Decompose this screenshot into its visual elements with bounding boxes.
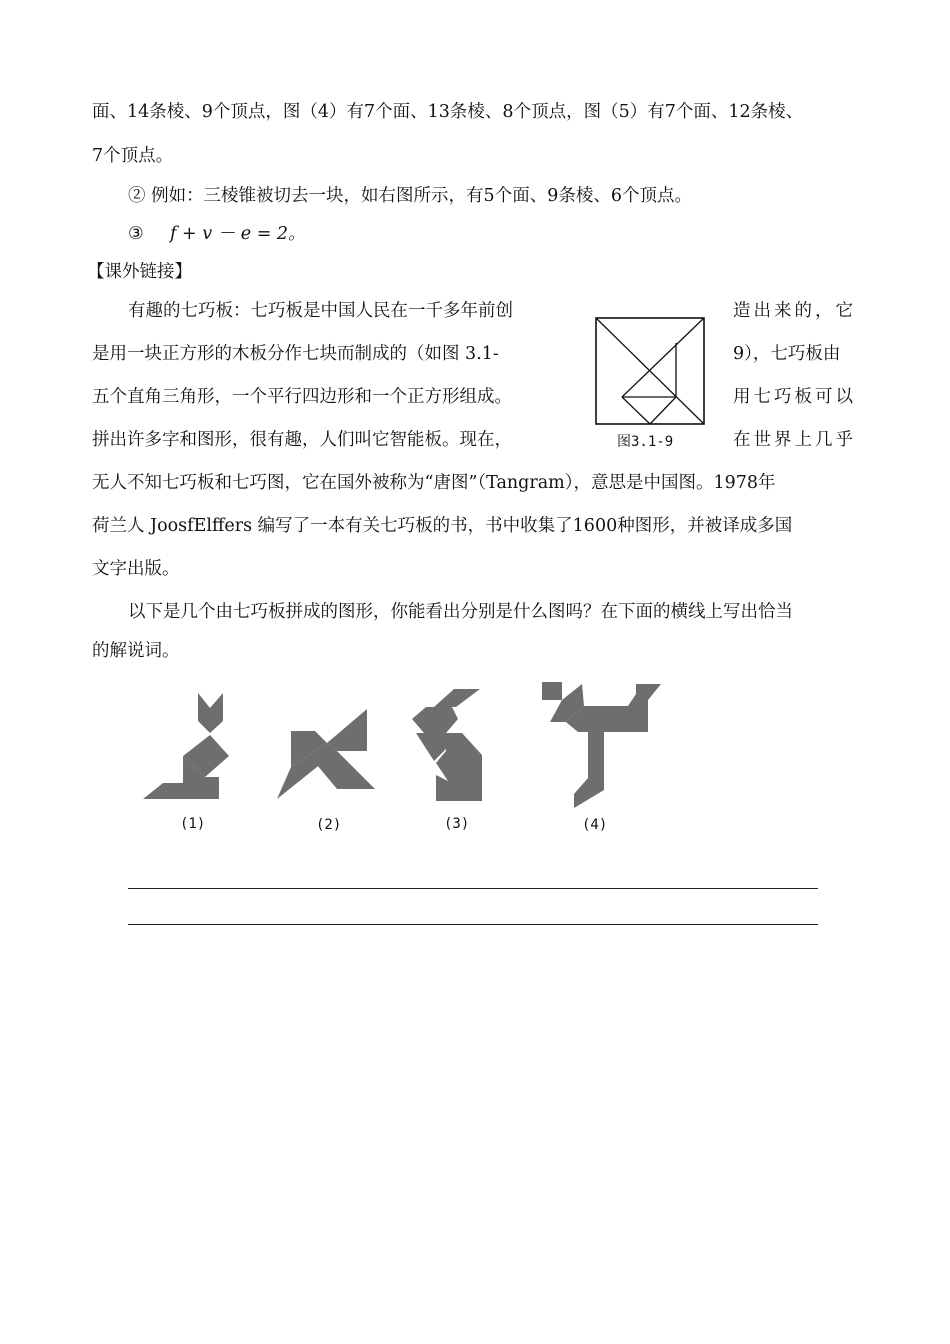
answer-line-2: 7个顶点。 [92,146,174,166]
p1-cont-2: 文字出版。 [92,559,180,579]
p1-right-3: 在世界上几乎 [733,430,856,450]
p2-line-0: 以下是几个由七巧板拼成的图形，你能看出分别是什么图吗？在下面的横线上写出恰当 [128,602,793,622]
shape-label-1: (1) [180,816,206,832]
shape-label-3: (3) [444,816,470,832]
shape-label-2: (2) [316,817,342,833]
p1-cont-0: 无人不知七巧板和七巧图，它在国外被称为“唐图”（Tangram），意思是中国图。1978年 [92,473,776,493]
p1-left-1: 是用一块正方形的木板分作七块而制成的（如图 3.1- [92,344,499,364]
figure-caption: 图3.1-9 [617,434,674,450]
p1-cont-1: 荷兰人 JoosfElffers 编写了一本有关七巧板的书，书中收集了1600种图形，并被译成多国 [92,516,793,536]
p1-right-text-0: 造出来的，它 [733,301,856,321]
tangram-shape-2 [277,707,377,802]
euler-formula: f + v － e = 2。 [170,224,306,244]
p1-right-0 [733,298,859,324]
formula-marker: ③ [128,224,144,244]
p1-left-2: 五个直角三角形，一个平行四边形和一个正方形组成。 [92,387,512,407]
tangram-rabbit-shape [412,689,492,809]
p2-line-1: 的解说词。 [92,641,180,661]
tangram-shape-4 [540,682,665,812]
tangram-cat-shape [143,691,233,801]
answer-line-1: 面、14条棱、9个顶点，图（4）有7个面、13条棱、8个顶点，图（5）有7个面、12条棱、 [92,102,804,122]
answer-line-3: ② 例如：三棱锥被切去一块，如右图所示，有5个面、9条棱、6个顶点。 [128,186,692,206]
answer-rule-2 [128,924,818,925]
p1-left-3: 拼出许多字和图形，很有趣，人们叫它智能板。现在， [92,430,512,450]
shape-label-4: (4) [582,817,608,833]
tangram-square-figure [595,317,705,427]
answer-rule-1 [128,888,818,889]
p1-left-0: 有趣的七巧板：七巧板是中国人民在一千多年前创 [128,301,513,321]
p1-right-2: 用七巧板可以 [733,387,856,407]
p1-right-1: 9），七巧板由 [733,344,841,364]
extension-heading: 【课外链接】 [87,262,192,282]
